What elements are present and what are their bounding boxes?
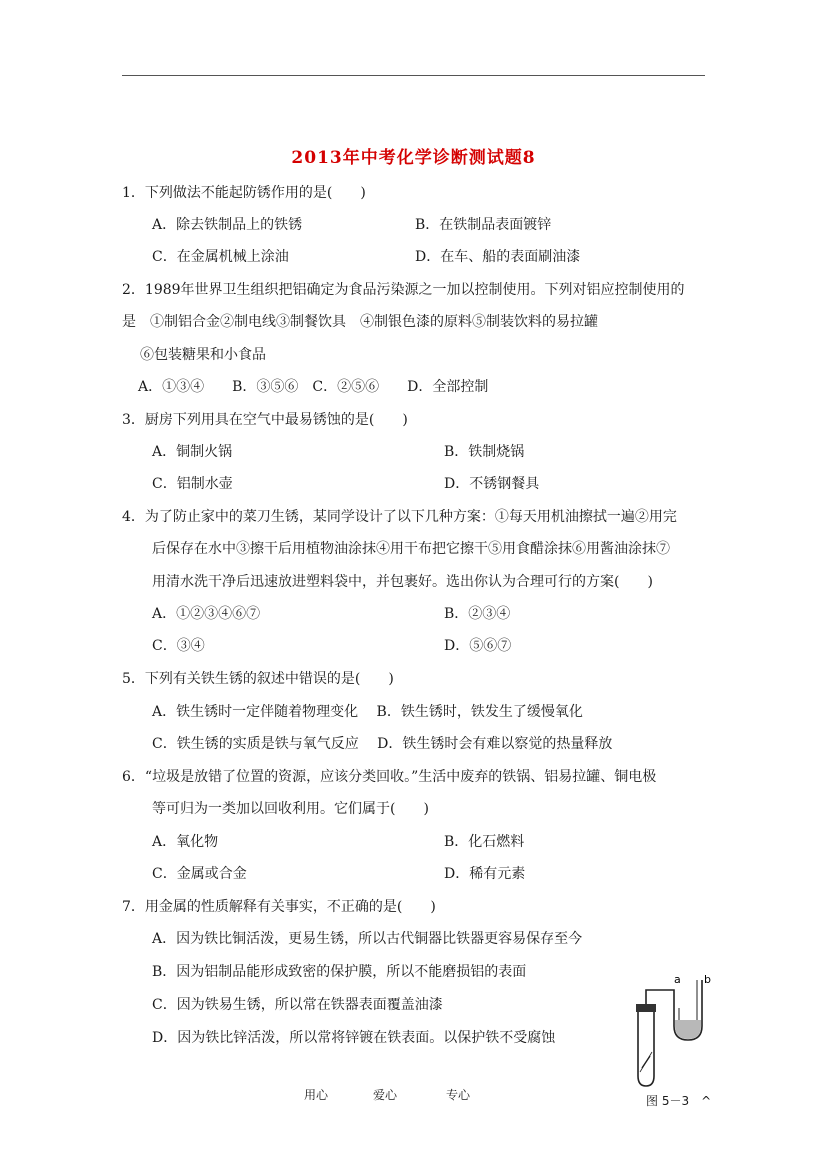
q7-option-b: B．因为铝制品能形成致密的保护膜，所以不能磨损铝的表面 <box>152 964 527 980</box>
q4-option-d: D．⑤⑥⑦ <box>444 638 512 654</box>
q3-option-a: A．铜制火锅 <box>152 444 233 460</box>
q6-option-c: C．金属或合金 <box>152 866 247 882</box>
q7-option-c: C．因为铁易生锈，所以常在铁器表面覆盖油漆 <box>152 997 443 1013</box>
q3-option-d: D．不锈钢餐具 <box>444 476 540 492</box>
test-tube <box>638 1008 654 1086</box>
q7-option-d: D．因为铁比锌活泼，所以常将锌镀在铁表面。以保护铁不受腐蚀 <box>152 1030 556 1046</box>
q3-option-b: B．铁制烧锅 <box>444 444 525 460</box>
q1-option-a: A．除去铁制品上的铁锈 <box>152 217 303 233</box>
q2-stem-line3: ⑥包装糖果和小食品 <box>140 347 266 363</box>
q2-stem-line1: 2．1989年世界卫生组织把铝确定为食品污染源之一加以控制使用。下列对铝应控制使用的 <box>122 282 685 298</box>
q5-options-ab: A．铁生锈时一定伴随着物理变化 B．铁生锈时，铁发生了缓慢氧化 <box>152 704 583 720</box>
q1-option-d: D．在车、船的表面刷油漆 <box>415 249 581 265</box>
nail-line <box>640 1052 652 1072</box>
liquid <box>675 1020 701 1039</box>
figure-caption: 图 5－3 ^ <box>646 1094 712 1108</box>
q1-option-b: B．在铁制品表面镀锌 <box>415 217 552 233</box>
q4-stem-line1: 4．为了防止家中的菜刀生锈，某同学设计了以下几种方案：①每天用机油擦拭一遍②用完 <box>122 509 677 525</box>
footer-text-1: 用心 <box>304 1088 329 1102</box>
q1-option-c: C．在金属机械上涂油 <box>152 249 289 265</box>
q1-stem: 1．下列做法不能起防锈作用的是( ) <box>122 185 366 201</box>
footer-text-3: 专心 <box>446 1088 471 1102</box>
label-b: b <box>704 973 711 986</box>
q4-stem-line3: 用清水洗干净后迅速放进塑料袋中，并包裹好。选出你认为合理可行的方案( ) <box>152 574 653 590</box>
header-rule <box>122 75 705 76</box>
q5-options-cd: C．铁生锈的实质是铁与氧气反应 D．铁生锈时会有难以察觉的热量释放 <box>152 736 613 752</box>
q2-options: A．①③④ B．③⑤⑥ C．②⑤⑥ D．全部控制 <box>138 379 489 395</box>
q6-option-d: D．稀有元素 <box>444 866 526 882</box>
q3-stem: 3．厨房下列用具在空气中最易锈蚀的是( ) <box>122 412 408 428</box>
q4-option-b: B．②③④ <box>444 606 511 622</box>
label-a: a <box>674 973 681 986</box>
q5-stem: 5．下列有关铁生锈的叙述中错误的是( ) <box>122 671 394 687</box>
q4-option-c: C．③④ <box>152 638 205 654</box>
apparatus-figure <box>612 968 722 1090</box>
q6-stem-line1: 6．“垃圾是放错了位置的资源，应该分类回收。”生活中废弃的铁锅、铝易拉罐、铜电极 <box>122 769 657 785</box>
q4-stem-line2: 后保存在水中③擦干后用植物油涂抹④用干布把它擦干⑤用食醋涂抹⑥用酱油涂抹⑦ <box>152 541 670 557</box>
q6-stem-line2: 等可归为一类加以回收利用。它们属于( ) <box>152 801 429 817</box>
q2-stem-line2: 是 ①制铝合金②制电线③制餐饮具 ④制银色漆的原料⑤制装饮料的易拉罐 <box>122 314 598 330</box>
page-title: 2013年中考化学诊断测试题8 <box>291 148 536 168</box>
stopper <box>636 1004 656 1012</box>
q6-option-a: A．氧化物 <box>152 834 219 850</box>
q3-option-c: C．铝制水壶 <box>152 476 233 492</box>
q7-stem: 7．用金属的性质解释有关事实，不正确的是( ) <box>122 899 436 915</box>
footer-text-2: 爱心 <box>373 1088 398 1102</box>
q4-option-a: A．①②③④⑥⑦ <box>152 606 261 622</box>
q6-option-b: B．化石燃料 <box>444 834 525 850</box>
q7-option-a: A．因为铁比铜活泼，更易生锈，所以古代铜器比铁器更容易保存至今 <box>152 931 583 947</box>
